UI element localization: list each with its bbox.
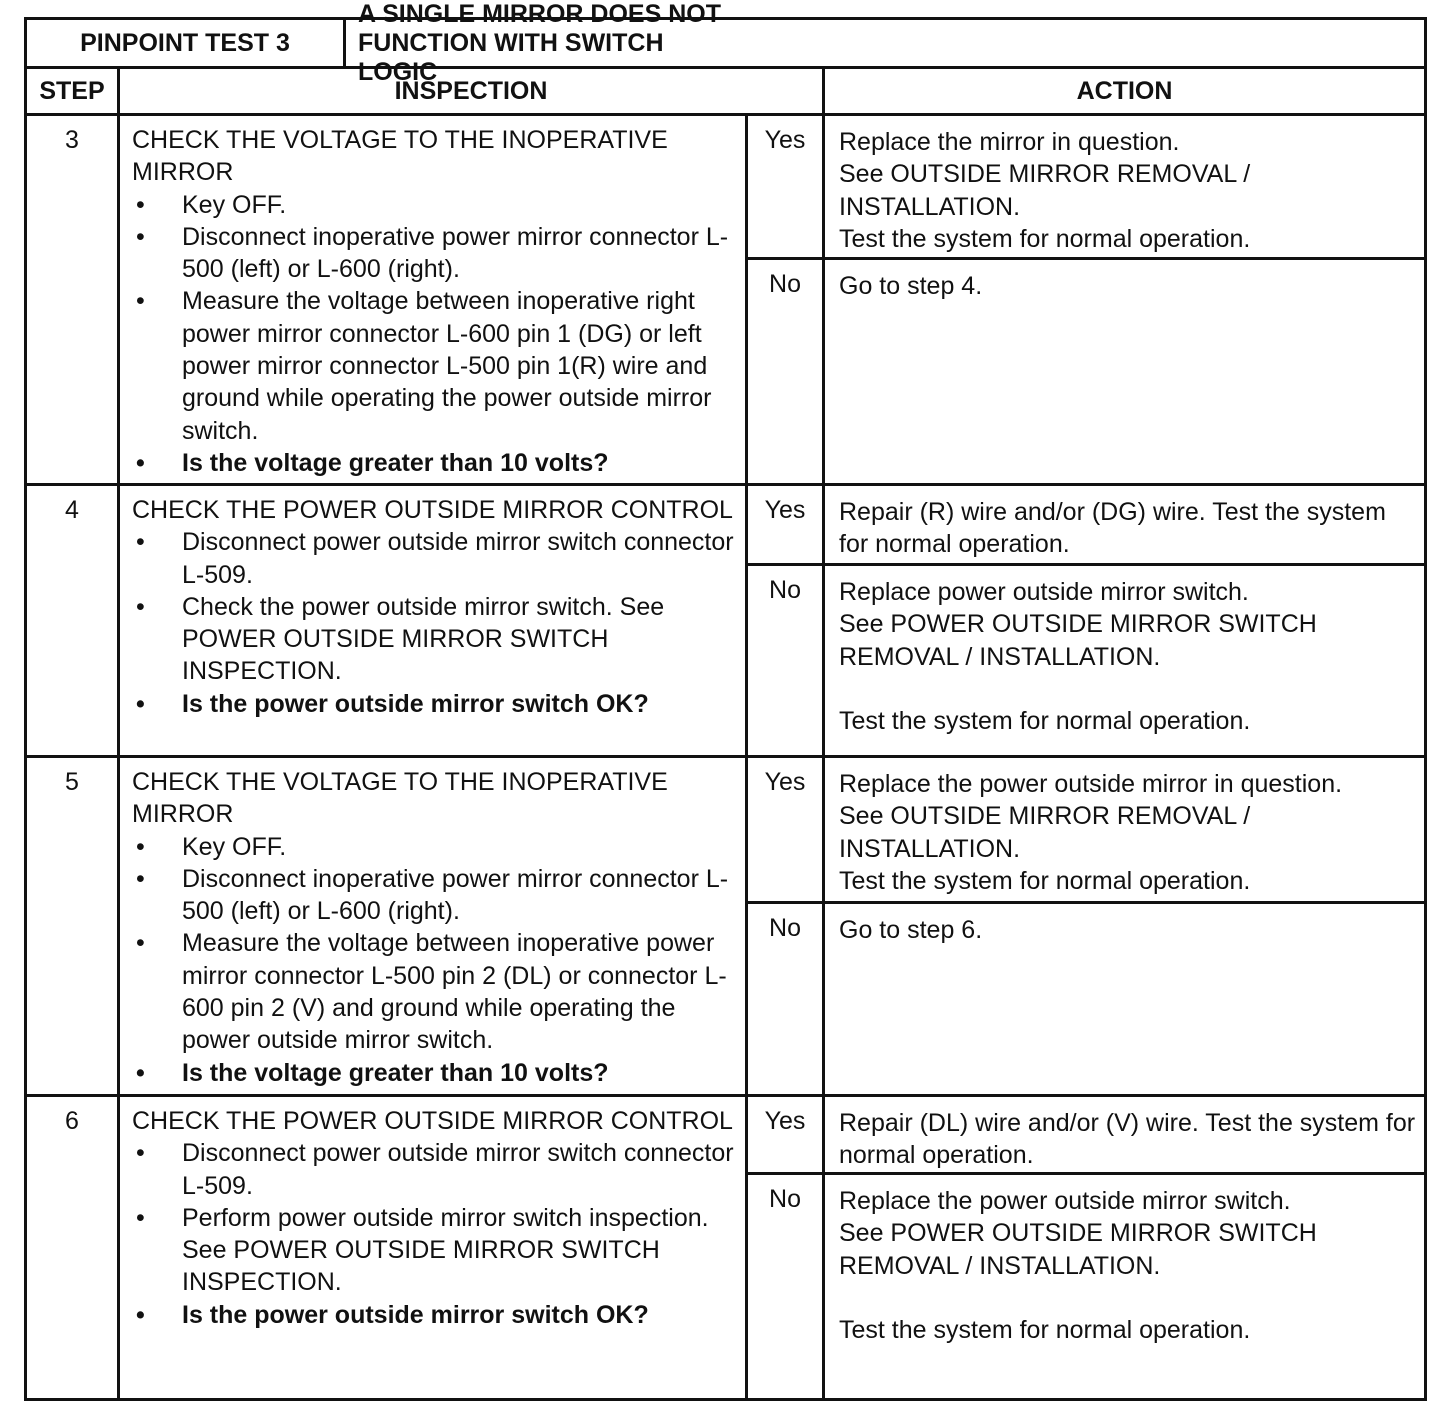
- action-spacer: [839, 1282, 1416, 1314]
- action-column-header: ACTION: [824, 68, 1426, 115]
- step-row: [26, 115, 1426, 259]
- inspection-bullet: • Disconnect inoperative power mirror connector L-500 (left) or L-600 (right).: [132, 221, 737, 286]
- inspection-question: • Is the power outside mirror switch OK?: [132, 688, 737, 720]
- yes-action-cell: [824, 115, 1426, 259]
- step-column-header: STEP: [26, 68, 119, 115]
- no-action-line: See POWER OUTSIDE MIRROR SWITCH REMOVAL / INSTALLATION.: [839, 1219, 1317, 1280]
- inspection-bullets: [132, 831, 737, 1089]
- inspection-heading: CHECK THE POWER OUTSIDE MIRROR CONTROL: [132, 496, 733, 524]
- answer-no-label: No: [747, 903, 824, 1096]
- inspection-bullet: • Disconnect inoperative power mirror connector L-500 (left) or L-600 (right).: [132, 863, 737, 928]
- no-action-line: See POWER OUTSIDE MIRROR SWITCH REMOVAL / INSTALLATION.: [839, 610, 1317, 671]
- test-title: A SINGLE MIRROR DOES NOT FUNCTION WITH SWITCH LOGIC: [358, 0, 721, 86]
- answer-no-label: No: [747, 259, 824, 485]
- inspection-question: • Is the power outside mirror switch OK?: [132, 1299, 737, 1331]
- yes-action-line: Replace the power outside mirror in question.: [839, 770, 1343, 798]
- answer-no-label: No: [747, 1174, 824, 1400]
- inspection-cell: [119, 485, 747, 757]
- inspection-cell: [119, 115, 747, 485]
- answer-yes-label: Yes: [747, 757, 824, 903]
- step-row: [26, 1096, 1426, 1174]
- inspection-cell: [119, 757, 747, 1096]
- no-action-cell: [824, 1174, 1426, 1400]
- no-action-line: Go to step 4.: [839, 272, 983, 300]
- inspection-cell: [119, 1096, 747, 1400]
- inspection-bullet: • Measure the voltage between inoperative power mirror connector L-500 pin 2 (DL) or connector L-600 pin 2 (V) and ground while operating the power outside mirror switch.: [132, 927, 737, 1056]
- inspection-question: • Is the voltage greater than 10 volts?: [132, 1057, 737, 1089]
- inspection-bullet: • Check the power outside mirror switch. See POWER OUTSIDE MIRROR SWITCH INSPECTION.: [132, 591, 737, 688]
- no-action-line: Replace power outside mirror switch.: [839, 578, 1249, 606]
- inspection-bullet: See POWER OUTSIDE MIRROR SWITCH INSPECTION.: [182, 1236, 660, 1297]
- inspection-bullets: [132, 526, 737, 720]
- no-action-line: Test the system for normal operation.: [839, 706, 1251, 735]
- inspection-bullet: • Disconnect power outside mirror switch connector L-509.: [132, 1137, 737, 1202]
- yes-action-cell: [824, 1096, 1426, 1174]
- no-action-cell: [824, 259, 1426, 485]
- answer-yes-label: Yes: [747, 1096, 824, 1174]
- answer-yes-label: Yes: [747, 485, 824, 565]
- inspection-bullet: • Key OFF.: [132, 189, 737, 221]
- action-spacer: [839, 673, 1416, 705]
- answer-no-label: No: [747, 565, 824, 757]
- yes-action-line: Repair (R) wire and/or (DG) wire. Test the system for normal operation.: [839, 498, 1386, 559]
- yes-action-cell: [824, 757, 1426, 903]
- answer-yes-label: Yes: [747, 115, 824, 259]
- inspection-column-header: INSPECTION: [119, 68, 824, 115]
- no-action-line: Go to step 6.: [839, 916, 983, 944]
- inspection-bullet: • Perform power outside mirror switch inspection.: [132, 1202, 737, 1234]
- yes-action-line: See OUTSIDE MIRROR REMOVAL / INSTALLATION.: [839, 802, 1251, 863]
- yes-action-cell: [824, 485, 1426, 565]
- inspection-bullets: [132, 1137, 737, 1331]
- yes-action-line: Test the system for normal operation.: [839, 866, 1251, 895]
- pinpoint-test-table: [24, 0, 1427, 116]
- no-action-line: Replace the power outside mirror switch.: [839, 1187, 1291, 1215]
- yes-action-line: Replace the mirror in question.: [839, 128, 1180, 156]
- steps-table: [24, 113, 1427, 1401]
- step-number: 5: [26, 757, 119, 1096]
- step-number: 3: [26, 115, 119, 485]
- no-action-line: Test the system for normal operation.: [839, 1315, 1251, 1344]
- step-row: [26, 757, 1426, 903]
- inspection-bullets: [132, 189, 737, 480]
- inspection-heading: CHECK THE VOLTAGE TO THE INOPERATIVE MIRROR: [132, 768, 668, 829]
- inspection-bullet: • Measure the voltage between inoperative right power mirror connector L-600 pin 1 (DG) or left power mirror connector L-500 pin 1(R) wire and ground while operating the power outside mirror switch.: [132, 285, 737, 446]
- yes-action-line: Repair (DL) wire and/or (V) wire. Test the system for normal operation.: [839, 1109, 1416, 1170]
- inspection-bullet: • Disconnect power outside mirror switch connector L-509.: [132, 526, 737, 591]
- inspection-heading: CHECK THE VOLTAGE TO THE INOPERATIVE MIRROR: [132, 126, 668, 187]
- yes-action-line: See OUTSIDE MIRROR REMOVAL / INSTALLATION.: [839, 160, 1251, 221]
- pinpoint-test-page: [24, 0, 1424, 1401]
- no-action-cell: [824, 903, 1426, 1096]
- no-action-cell: [824, 565, 1426, 757]
- test-number-label: PINPOINT TEST 3: [27, 20, 346, 66]
- inspection-question: • Is the voltage greater than 10 volts?: [132, 447, 737, 479]
- inspection-heading: CHECK THE POWER OUTSIDE MIRROR CONTROL: [132, 1107, 733, 1135]
- step-row: [26, 485, 1426, 565]
- step-number: 6: [26, 1096, 119, 1400]
- yes-action-line: Test the system for normal operation.: [839, 224, 1251, 253]
- step-number: 4: [26, 485, 119, 757]
- test-header-row: [26, 19, 1426, 68]
- inspection-bullet: • Key OFF.: [132, 831, 737, 863]
